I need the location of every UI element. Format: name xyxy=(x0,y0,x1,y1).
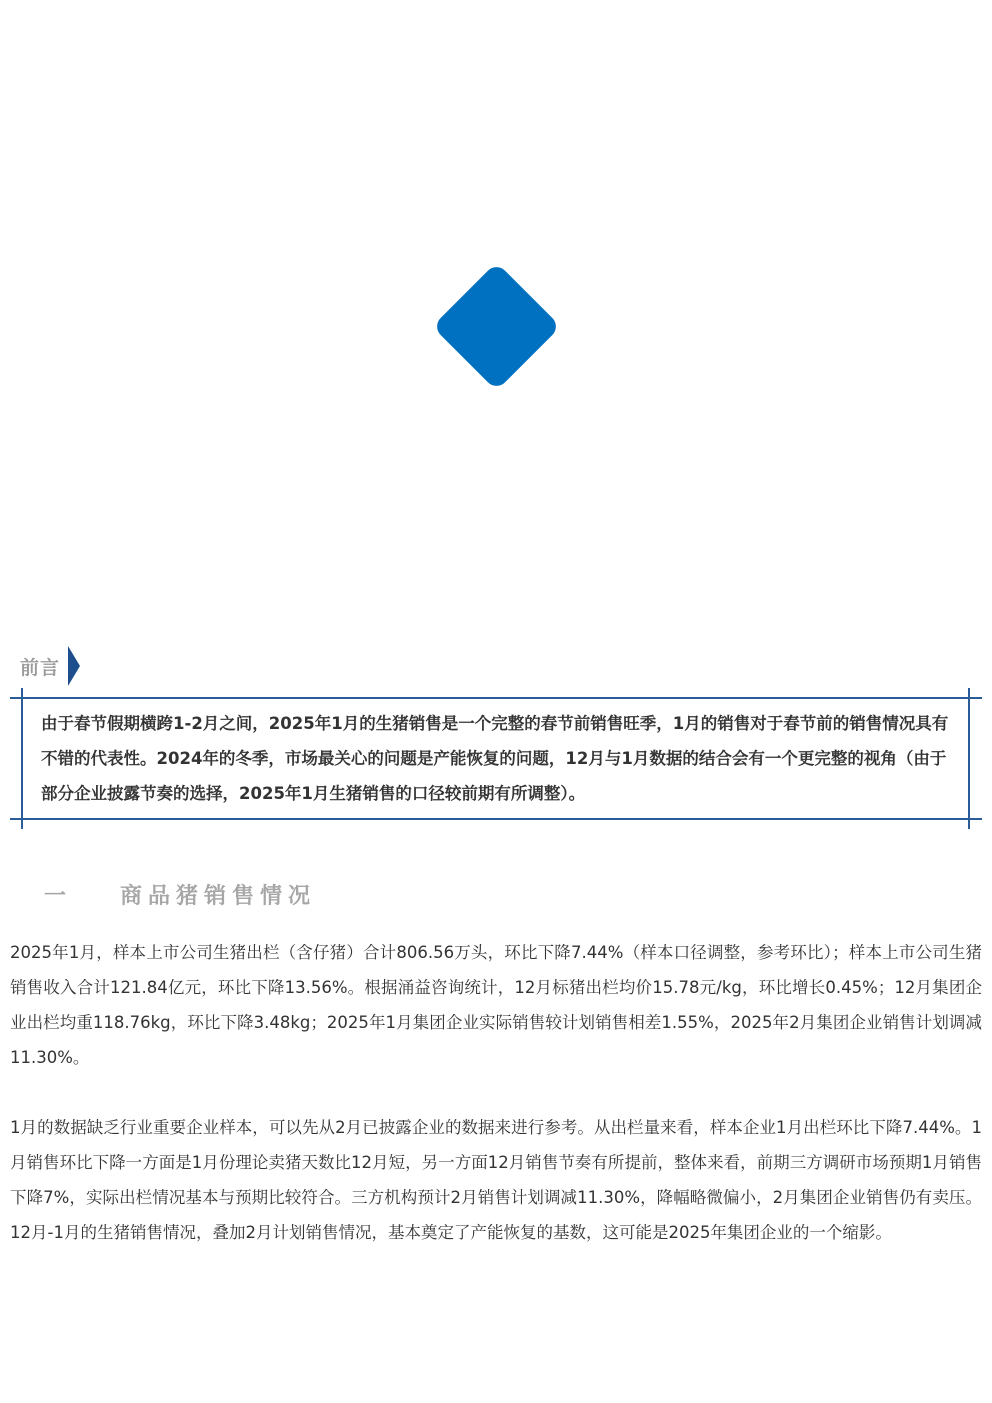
preface-heading-text: 前言 xyxy=(20,656,61,679)
frame-left-line xyxy=(21,688,23,829)
preface-body: 由于春节假期横跨1-2月之间，2025年1月的生猪销售是一个完整的春节前销售旺季，1月的销售对于春节前的销售情况具有不错的代表性。2024年的冬季，市场最关心的问题是产能恢复的问题，12月与1月数据的结合会有一个更完整的视角（由于部分企业披露节奏的选择，2025年1月生猪销售的口径较前期有所调整）。 xyxy=(41,714,949,803)
preface-heading xyxy=(20,648,80,684)
section-title: 商品猪销售情况 xyxy=(120,883,317,909)
section-number: 一 xyxy=(44,883,67,909)
frame-top-line xyxy=(10,697,982,699)
frame-bottom-line xyxy=(10,818,982,820)
body-paragraph-2: 1月的数据缺乏行业重要企业样本，可以先从2月已披露企业的数据来进行参考。从出栏量来看，样本企业1月出栏环比下降7.44%。1月销售环比下降一方面是1月份理论卖猪天数比12月短，另一方面12月销售节奏有所提前，整体来看，前期三方调研市场预期1月销售下降7%，实际出栏情况基本与预期比较符合。三方机构预计2月销售计划调减11.30%，降幅略微偏小，2月集团企业销售仍有卖压。12月-1月的生猪销售情况，叠加2月计划销售情况，基本奠定了产能恢复的基数，这可能是2025年集团企业的一个缩影。 xyxy=(10,1118,982,1242)
body-paragraph-1: 2025年1月，样本上市公司生猪出栏（含仔猪）合计806.56万头，环比下降7.44%（样本口径调整，参考环比）；样本上市公司生猪销售收入合计121.84亿元，环比下降13.56%。根据涌益咨询统计，12月标猪出栏均价15.78元/kg，环比增长0.45%；12月集团企业出栏均重118.76kg，环比下降3.48kg；2025年1月集团企业实际销售较计划销售相差1.55%，2025年2月集团企业销售计划调减11.30%。 xyxy=(10,943,982,1067)
section-heading xyxy=(44,876,316,912)
frame-right-line xyxy=(968,688,970,829)
logo-diamond-icon xyxy=(425,255,568,398)
chevron-right-icon xyxy=(68,646,80,686)
